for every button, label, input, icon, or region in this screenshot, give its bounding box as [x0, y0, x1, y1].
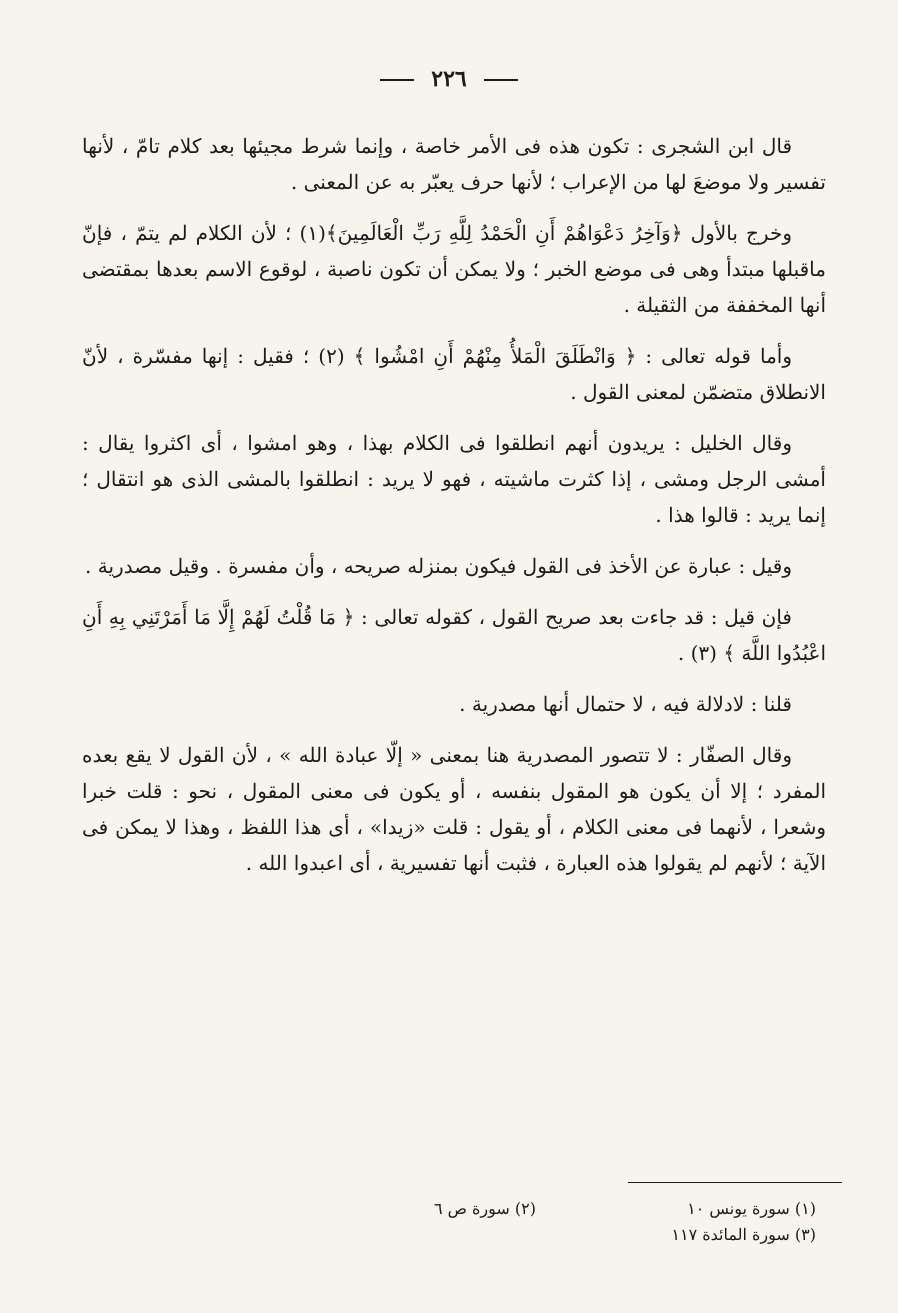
footnote-row — [256, 1222, 816, 1248]
page-number-dash-left — [380, 79, 414, 81]
paragraph-ibn-shajari: قال ابن الشجرى : تكون هذه فى الأمر خاصة ، وإنما شرط مجيئها بعد كلام تامّ ، لأنها تفسير ولا موضعَ لها من الإعراب ؛ لأنها حرف يعبّر به عن المعنى . — [82, 134, 826, 194]
paragraph-first-condition: وخرج بالأول ﴿وَآخِرُ دَعْوَاهُمْ أَنِ الْحَمْدُ لِلَّهِ رَبِّ الْعَالَمِينَ﴾(١) ؛ لأن الكلام لم يتمّ ، فإنّ ماقبلها مبتدأ وهى فى موضع الخبر ؛ ولا يمكن أن تكون ناصبة ، لوقوع الاسم بعدها بمقتضى أنها المخففة من الثقيلة . — [82, 221, 826, 317]
paragraph-expression: وقيل : عبارة عن الأخذ فى القول فيكون بمنزله صريحه ، وأن مفسرة . وقيل مصدرية . — [85, 554, 792, 578]
paragraph-intalaqa: وأما قوله تعالى : ﴿ وَانْطَلَقَ الْمَلأُ مِنْهُمْ أَنِ امْشُوا ﴾ (٢) ؛ فقيل : إنها مفسّرة ، لأنّ الانطلاق متضمّن لمعنى القول . — [82, 344, 826, 404]
paragraph-reply: قلنا : لادلالة فيه ، لا حتمال أنها مصدرية . — [459, 692, 792, 716]
paragraph-objection: فإن قيل : قد جاءت بعد صريح القول ، كقوله تعالى : ﴿ مَا قُلْتُ لَهُمْ إِلَّا مَا أَمَرْتَنِي بِهِ أَنِ اعْبُدُوا اللَّهَ ﴾ (٣) . — [82, 605, 826, 665]
main-text — [82, 128, 826, 896]
footnote-row — [256, 1196, 816, 1222]
page-number-text: ٢٢٦ — [431, 66, 467, 92]
footnote-divider — [628, 1182, 842, 1183]
footnote-3: (٣) سورة المائدة ١١٧ — [671, 1225, 816, 1244]
footnote-2: (٢) سورة ص ٦ — [433, 1199, 536, 1218]
paragraph-saffar: وقال الصفّار : لا تتصور المصدرية هنا بمعنى « إلّا عبادة الله » ، لأن القول لا يقع بعده المفرد ؛ إلا أن يكون هو المقول بنفسه ، أو يكون فى معنى المقول ، نحو : قلت خبرا وشعرا ، لأنهما فى معنى الكلام ، أو يقول : قلت «زيدا» ، أى هذا اللفظ ، وهذا لا يمكن فى الآية ؛ لأنهم لم يقولوا هذه العبارة ، فثبت أنها تفسيرية ، أى اعبدوا الله . — [82, 743, 827, 875]
footnotes — [256, 1196, 816, 1248]
page-number — [0, 66, 898, 92]
page-number-dash-right — [484, 79, 518, 81]
paragraph-khalil: وقال الخليل : يريدون أنهم انطلقوا فى الكلام بهذا ، وهو امشوا ، أى اكثروا يقال : أمشى الرجل ومشى ، إذا كثرت ماشيته ، فهو لا يريد : انطلقوا بالمشى الذى هو انتقال ؛ إنما يريد : قالوا هذا . — [82, 431, 826, 527]
footnote-1: (١) سورة يونس ١٠ — [687, 1199, 816, 1218]
